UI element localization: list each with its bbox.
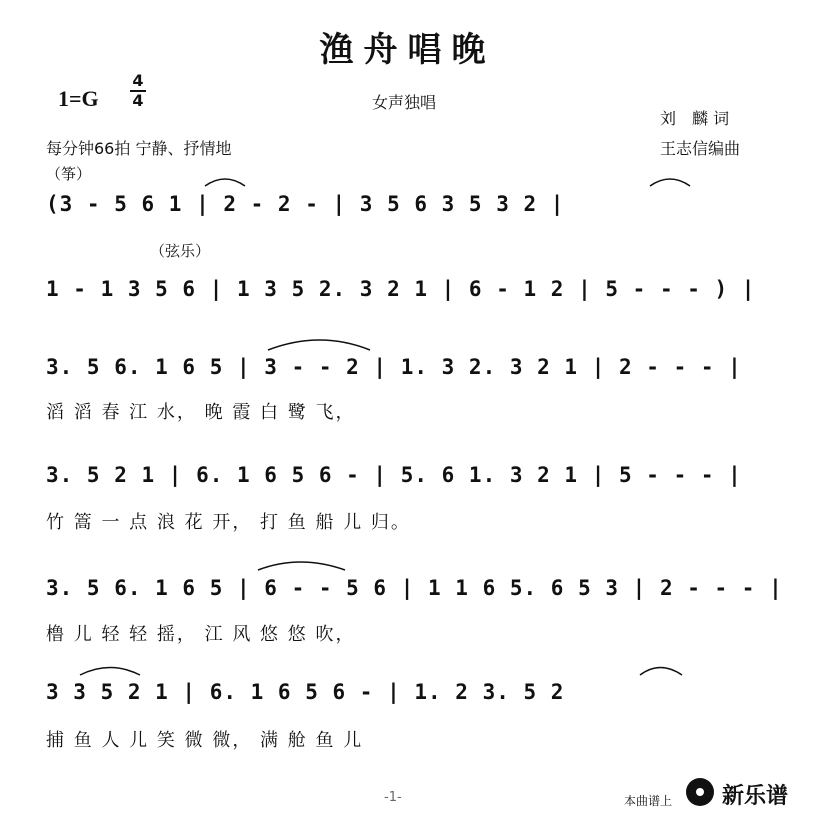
notation-line-3: 3. 5 6. 1 6 5 | 3 - - 2 | 1. 3 2. 3 2 1 | 2 - - - |	[46, 355, 742, 379]
vinyl-disc-icon	[686, 778, 714, 806]
notation-line-1: (3 - 5 6 1 | 2 - 2 - | 3 5 6 3 5 3 2 |	[46, 192, 565, 216]
composer: 王志信编曲	[660, 139, 741, 158]
lyric-line-4: 捕 鱼 人 儿 笑 微 微， 满 舱 鱼 儿	[46, 730, 364, 751]
notation-line-5: 3. 5 6. 1 6 5 | 6 - - 5 6 | 1 1 6 5. 6 5 3 | 2 - - - |	[46, 576, 783, 600]
notation-line-2: 1 - 1 3 5 6 | 1 3 5 2. 3 2 1 | 6 - 1 2 | 5 - - - ) |	[46, 277, 756, 301]
lyric-line-1: 滔 滔 春 江 水， 晚 霞 白 鹭 飞，	[46, 402, 356, 423]
page-title: 渔舟唱晚	[319, 30, 496, 70]
slur-mark	[258, 562, 345, 570]
lyric-line-2: 竹 篙 一 点 浪 花 开， 打 鱼 船 儿 归。	[46, 512, 411, 533]
slur-mark	[205, 179, 245, 186]
lyric-line-3: 橹 儿 轻 轻 摇， 江 风 悠 悠 吹，	[46, 624, 356, 645]
page-number: -1-	[384, 790, 402, 805]
slur-mark	[80, 668, 140, 676]
instrument-label-strings: （弦乐）	[150, 242, 211, 260]
slur-mark	[650, 179, 690, 186]
lyricist: 刘 麟 词	[660, 109, 730, 128]
source-label: 本曲谱上	[624, 794, 673, 808]
slur-mark	[268, 340, 370, 350]
meter-bottom: 4	[132, 91, 144, 110]
meter-top: 4	[132, 71, 144, 90]
instrument-label-zheng: （筝）	[46, 165, 92, 183]
notation-line-6: 3 3 5 2 1 | 6. 1 6 5 6 - | 1. 2 3. 5 2	[46, 680, 565, 704]
notation-line-4: 3. 5 2 1 | 6. 1 6 5 6 - | 5. 6 1. 3 2 1 | 5 - - - |	[46, 463, 742, 487]
site-logo-text: 新乐谱	[722, 784, 789, 809]
key-signature: 1=G	[58, 86, 99, 111]
tempo-marking: 每分钟66拍 宁静、抒情地	[46, 139, 232, 158]
subtitle: 女声独唱	[372, 93, 437, 112]
slur-mark	[640, 668, 682, 676]
